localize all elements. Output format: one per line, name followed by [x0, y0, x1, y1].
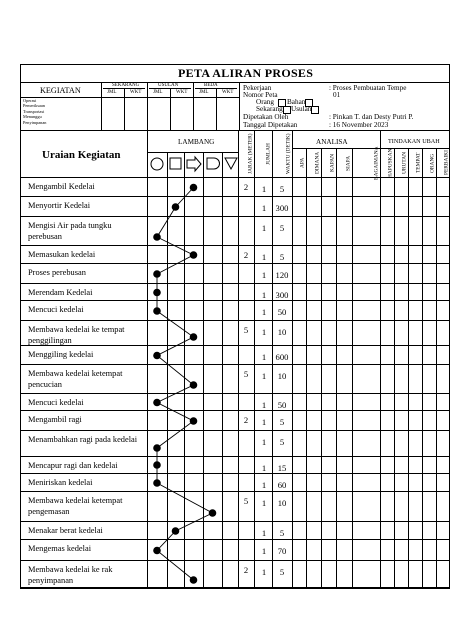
operation-symbol-icon — [151, 158, 163, 170]
activity-description: Mengambil ragi — [28, 415, 82, 424]
jumlah-value: 1 — [261, 417, 267, 427]
group-label: SEKARANG — [112, 83, 140, 88]
flow-step-dot — [153, 289, 161, 297]
flow-step-dot — [153, 479, 161, 487]
usulan-label: Usulan — [291, 105, 312, 113]
activity-description: Mengambil Kedelai — [28, 182, 95, 191]
field-label: Tanggal Dipetakan — [243, 121, 298, 129]
flow-step-dot — [153, 233, 161, 241]
flow-step-dot — [190, 417, 198, 425]
analisa-sub-header: BAGAIMANA — [373, 146, 380, 180]
flow-step-dot — [153, 352, 161, 360]
storage-symbol-icon — [225, 158, 237, 169]
activity-description: Mencapur ragi dan kedelai — [28, 461, 118, 470]
flow-step-dot — [153, 307, 161, 315]
waktu-value: 10 — [277, 327, 287, 337]
field-value: : Proses Pembuatan Tempe — [329, 84, 407, 92]
jarak-value: 2 — [243, 182, 249, 192]
waktu-header: WAKTU (DETIK) — [285, 133, 292, 175]
activity-description: Mencuci kedelai — [28, 398, 84, 407]
activity-description: Merendam Kedelai — [28, 288, 93, 297]
jumlah-value: 1 — [261, 400, 267, 410]
analisa-sub-header: DIMANA — [314, 151, 321, 175]
flow-step-dot — [153, 399, 161, 407]
field-label: Pekerjaan — [243, 84, 272, 92]
flow-step-dot — [153, 444, 161, 452]
group-sub-label: WKT — [222, 90, 234, 95]
flow-step-dot — [172, 203, 180, 211]
analisa-sub-header: APA — [299, 157, 306, 169]
waktu-value: 5 — [279, 223, 285, 233]
tindakan-sub-header: PERBAIKI — [443, 150, 450, 176]
waktu-value: 50 — [277, 400, 287, 410]
group-sub-label: JML — [107, 90, 117, 95]
uraian-header: Uraian Kegiatan — [42, 149, 121, 161]
flow-step-dot — [153, 270, 161, 278]
waktu-value: 120 — [275, 270, 289, 280]
waktu-value: 70 — [277, 546, 287, 556]
waktu-value: 5 — [279, 184, 285, 194]
jumlah-value: 1 — [261, 270, 267, 280]
waktu-value: 600 — [275, 352, 289, 362]
flow-step-dot — [190, 184, 198, 192]
activity-label: Pemeriksaan — [23, 103, 45, 109]
activity-description: Mengisi Air pada tungku perebusan — [28, 221, 112, 241]
waktu-value: 15 — [277, 463, 287, 473]
jumlah-value: 1 — [261, 307, 267, 317]
transport-symbol-icon — [187, 157, 201, 171]
jumlah-value: 1 — [261, 352, 267, 362]
field-label: Dipetakan Oleh — [243, 113, 289, 121]
delay-symbol-icon — [207, 158, 220, 169]
jumlah-value: 1 — [261, 546, 267, 556]
flow-step-dot — [209, 509, 217, 517]
activity-description: Memasukan kedelai — [28, 250, 96, 259]
activity-label: Transportasi — [23, 108, 45, 114]
activity-description: Mencuci kedelai — [28, 305, 84, 314]
waktu-value: 10 — [277, 371, 287, 381]
field-value: : 16 November 2023 — [329, 121, 389, 129]
waktu-value: 50 — [277, 307, 287, 317]
group-sub-label: JML — [153, 90, 163, 95]
flow-step-dot — [153, 461, 161, 469]
waktu-value: 5 — [279, 567, 285, 577]
group-sub-label: WKT — [176, 90, 188, 95]
analisa-sub-header: KAPAN — [329, 153, 336, 173]
activity-description: Menambahkan ragi pada kedelai — [28, 435, 138, 444]
waktu-value: 5 — [279, 417, 285, 427]
jumlah-value: 1 — [261, 223, 267, 233]
jumlah-value: 1 — [261, 567, 267, 577]
activity-description: Menyortir Kedelai — [28, 201, 91, 210]
jumlah-value: 1 — [261, 498, 267, 508]
field-label: Nomor Peta — [243, 91, 278, 99]
jumlah-value: 1 — [261, 480, 267, 490]
tindakan-sub-header: TEMPAT — [415, 152, 422, 174]
waktu-value: 300 — [275, 290, 289, 300]
waktu-value: 5 — [279, 252, 285, 262]
activity-description: Membawa kedelai ke tempat penggilingan — [28, 325, 125, 345]
waktu-value: 300 — [275, 203, 289, 213]
jumlah-value: 1 — [261, 184, 267, 194]
flow-step-dot — [190, 576, 198, 584]
jumlah-value: 1 — [261, 203, 267, 213]
group-sub-label: JML — [199, 90, 209, 95]
jumlah-value: 1 — [261, 528, 267, 538]
flow-step-dot — [190, 381, 198, 389]
waktu-value: 60 — [277, 480, 287, 490]
jumlah-value: 1 — [261, 290, 267, 300]
kegiatan-label: KEGIATAN — [40, 86, 81, 95]
activity-description: Membawa kedelai ketempat pengemasan — [28, 496, 123, 516]
tindakan-sub-header: HAPUSKAN — [387, 148, 394, 178]
activity-label: Menunggu — [23, 114, 42, 120]
jarak-value: 2 — [243, 250, 249, 260]
jarak-value: 5 — [243, 496, 249, 506]
waktu-value: 10 — [277, 498, 287, 508]
jarak-value: 5 — [243, 325, 249, 335]
activity-description: Membawa kedelai ke rak penyimpanan — [28, 565, 113, 585]
activity-label: Penyimpanan — [23, 119, 47, 125]
flow-step-dot — [172, 527, 180, 535]
waktu-value: 5 — [279, 528, 285, 538]
jumlah-header: JUMLAH — [265, 143, 272, 165]
inspection-symbol-icon — [170, 158, 181, 169]
field-value: : Pinkan T. dan Desty Putri P. — [329, 113, 414, 121]
activity-description: Menggiling kedelai — [28, 350, 94, 359]
analisa-sub-header: SIAPA — [345, 155, 352, 171]
jumlah-value: 1 — [261, 327, 267, 337]
activity-label: Operasi — [23, 98, 37, 103]
analisa-header: ANALISA — [316, 138, 348, 146]
tindakan-sub-header: URUTAN — [401, 151, 408, 175]
flow-step-dot — [190, 333, 198, 341]
tindakan-sub-header: ORANG — [429, 153, 436, 173]
activity-description: Menakar berat kedelai — [28, 526, 103, 535]
jarak-value: 2 — [243, 565, 249, 575]
flow-step-dot — [190, 251, 198, 259]
waktu-value: 5 — [279, 437, 285, 447]
bahan-label: Bahan — [287, 98, 306, 106]
jarak-value: 2 — [243, 415, 249, 425]
jumlah-value: 1 — [261, 252, 267, 262]
flow-connector-line — [157, 188, 213, 581]
activity-description: Membawa kedelai ketempat pencucian — [28, 369, 123, 389]
group-label: USULAN — [158, 83, 179, 88]
activity-description: Meniriskan kedelai — [28, 478, 93, 487]
tindakan-header: TINDAKAN UBAH — [388, 138, 440, 145]
jumlah-value: 1 — [261, 371, 267, 381]
activity-description: Mengemas kedelai — [28, 544, 92, 553]
group-sub-label: WKT — [130, 90, 142, 95]
group-label: BEDA — [204, 83, 218, 88]
field-value: 01 — [333, 91, 341, 99]
jarak-value: 5 — [243, 369, 249, 379]
flow-step-dot — [153, 547, 161, 555]
jumlah-value: 1 — [261, 437, 267, 447]
sekarang-label: Sekarang — [256, 105, 283, 113]
page-title: PETA ALIRAN PROSES — [178, 66, 314, 80]
lambang-header: LAMBANG — [178, 138, 215, 146]
activity-description: Proses perebusan — [28, 268, 86, 277]
jumlah-value: 1 — [261, 463, 267, 473]
orang-label: Orang — [256, 98, 274, 106]
jarak-header: JARAK (METER) — [247, 133, 254, 175]
